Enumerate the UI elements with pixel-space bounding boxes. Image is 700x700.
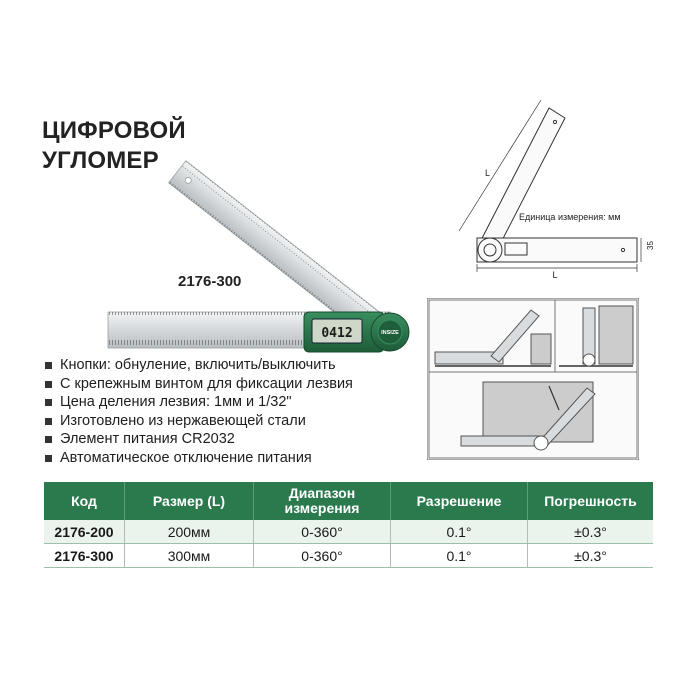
usage-illustrations xyxy=(427,298,639,460)
header-accuracy: Погрешность xyxy=(528,482,654,520)
feature-text: Цена деления лезвия: 1мм и 1/32" xyxy=(60,394,292,411)
cell-size: 200мм xyxy=(125,520,254,544)
feature-item xyxy=(44,356,353,375)
feature-item xyxy=(44,412,353,431)
brand-logo: INSIZE xyxy=(381,330,399,336)
feature-text: С крепежным винтом для фиксации лезвия xyxy=(60,375,353,392)
feature-text: Автоматическое отключение питания xyxy=(60,449,312,466)
cell-accuracy: ±0.3° xyxy=(528,544,654,568)
cell-resolution: 0.1° xyxy=(391,544,528,568)
feature-item xyxy=(44,393,353,412)
dim-height-label: 35 xyxy=(646,241,655,250)
bullet-icon xyxy=(45,381,52,388)
header-range: Диапазон измерения xyxy=(254,482,391,520)
technical-drawing xyxy=(455,98,655,288)
feature-text: Изготовлено из нержавеющей стали xyxy=(60,412,306,429)
bullet-icon xyxy=(45,362,52,369)
spec-table xyxy=(44,482,653,568)
lcd-reading: 0412 xyxy=(321,326,353,341)
usage-panel-2 xyxy=(555,300,637,372)
model-label: 2176-300 xyxy=(178,273,242,290)
title-line-1: ЦИФРОВОЙ xyxy=(42,117,186,144)
header-code: Код xyxy=(44,482,125,520)
feature-item xyxy=(44,375,353,394)
spec-header-row xyxy=(44,482,653,520)
bullet-icon xyxy=(45,399,52,406)
bullet-icon xyxy=(45,418,52,425)
digital-head xyxy=(304,312,409,352)
bullet-icon xyxy=(45,436,52,443)
feature-list xyxy=(44,356,353,468)
cell-resolution: 0.1° xyxy=(391,520,528,544)
header-resolution: Разрешение xyxy=(391,482,528,520)
cell-range: 0-360° xyxy=(254,520,391,544)
cell-code: 2176-300 xyxy=(44,544,125,568)
unit-note: Единица измерения: мм xyxy=(519,212,621,222)
title-line-2: УГЛОМЕР xyxy=(42,147,159,174)
product-photo xyxy=(100,120,420,360)
cell-size: 300мм xyxy=(125,544,254,568)
feature-text: Элемент питания CR2032 xyxy=(60,431,235,448)
usage-panel-3 xyxy=(429,372,637,458)
usage-panel-1 xyxy=(429,300,555,372)
table-row xyxy=(44,544,653,568)
cell-accuracy: ±0.3° xyxy=(528,520,654,544)
dim-side-label: L xyxy=(485,168,491,178)
feature-text: Кнопки: обнуление, включить/выключить xyxy=(60,357,336,373)
feature-item xyxy=(44,449,353,468)
dim-length-label: L xyxy=(552,270,558,280)
header-size: Размер (L) xyxy=(125,482,254,520)
cell-code: 2176-200 xyxy=(44,520,125,544)
cell-range: 0-360° xyxy=(254,544,391,568)
feature-item xyxy=(44,430,353,449)
table-row xyxy=(44,520,653,544)
bullet-icon xyxy=(45,455,52,462)
